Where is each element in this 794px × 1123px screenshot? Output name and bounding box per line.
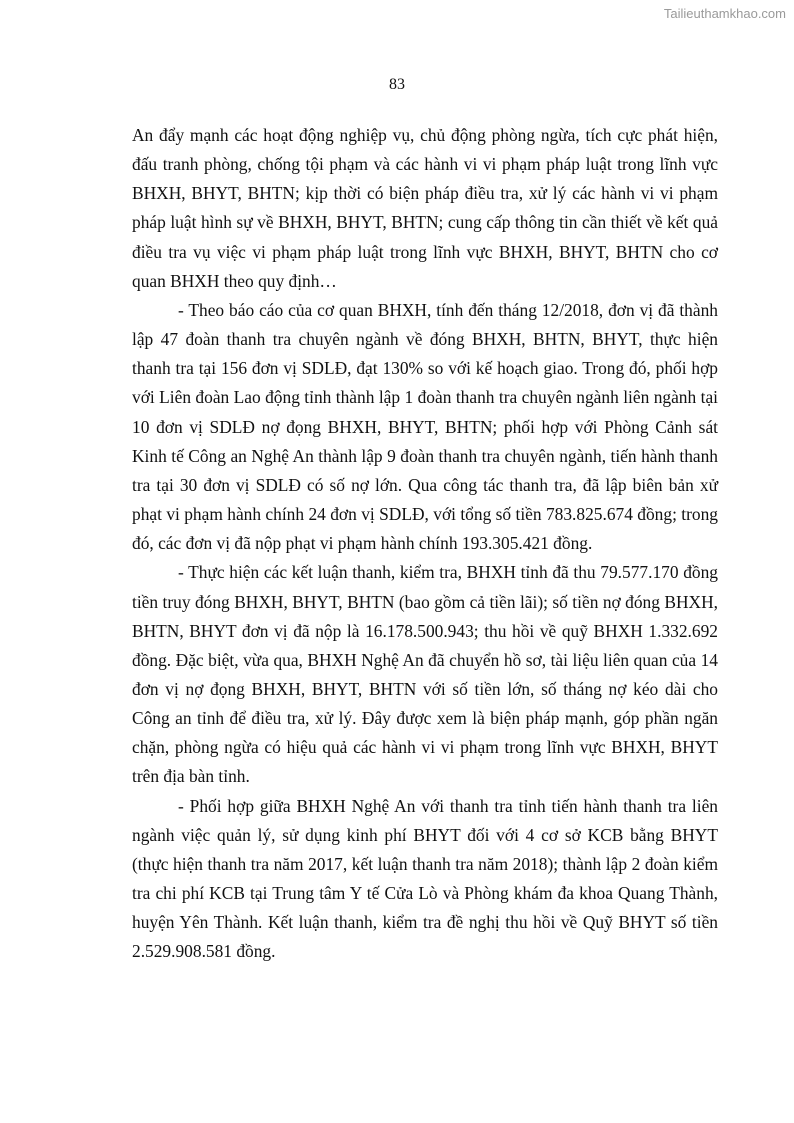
paragraph-continuation: An đẩy mạnh các hoạt động nghiệp vụ, chủ động phòng ngừa, tích cực phát hiện, đấu tranh phòng, chống tội phạm và các hành vi vi phạm pháp luật trong lĩnh vực BHXH, BHYT, BHTN; kịp thời có biện pháp điều tra, xử lý các hành vi vi phạm pháp luật hình sự về BHXH, BHYT, BHTN; cung cấp thông tin cần thiết về kết quả điều tra vụ việc vi phạm pháp luật trong lĩnh vực BHXH, BHYT, BHTN cho cơ quan BHXH theo quy định… (132, 125, 718, 291)
page-number: 83 (389, 76, 405, 93)
watermark-text: Tailieuthamkhao.com (663, 6, 786, 21)
paragraph-inspection-report: - Theo báo cáo của cơ quan BHXH, tính đến tháng 12/2018, đơn vị đã thành lập 47 đoàn thanh tra chuyên ngành về đóng BHXH, BHTN, BHYT, thực hiện thanh tra tại 156 đơn vị SDLĐ, đạt 130% so với kế hoạch giao. Trong đó, phối hợp với Liên đoàn Lao động tỉnh thành lập 1 đoàn thanh tra chuyên ngành liên ngành tại 10 đơn vị SDLĐ nợ đọng BHXH, BHYT, BHTN; phối hợp với Phòng Cảnh sát Kinh tế Công an Nghệ An thành lập 9 đoàn thanh tra chuyên ngành, tiến hành thanh tra tại 30 đơn vị SDLĐ có số nợ lớn. Qua công tác thanh tra, đã lập biên bản xử phạt vi phạm hành chính 24 đơn vị SDLĐ, với tổng số tiền 783.825.674 đồng; trong đó, các đơn vị đã nộp phạt vi phạm hành chính 193.305.421 đồng. (132, 299, 718, 554)
document-body (132, 121, 718, 967)
paragraph-inspection-results: - Thực hiện các kết luận thanh, kiểm tra, BHXH tỉnh đã thu 79.577.170 đồng tiền truy đóng BHXH, BHYT, BHTN (bao gồm cả tiền lãi); số tiền nợ đóng BHXH, BHTN, BHYT đơn vị đã nộp là 16.178.500.943; thu hồi về quỹ BHXH 1.332.692 đồng. Đặc biệt, vừa qua, BHXH Nghệ An đã chuyển hồ sơ, tài liệu liên quan của 14 đơn vị nợ đọng BHXH, BHYT, BHTN với số tiền lớn, số tháng nợ kéo dài cho Công an tỉnh để điều tra, xử lý. Đây được xem là biện pháp mạnh, góp phần ngăn chặn, phòng ngừa có hiệu quả các hành vi vi phạm trong lĩnh vực BHXH, BHYT trên địa bàn tỉnh. (132, 562, 718, 787)
paragraph-interagency-inspection: - Phối hợp giữa BHXH Nghệ An với thanh tra tỉnh tiến hành thanh tra liên ngành việc quản lý, sử dụng kinh phí BHYT đối với 4 cơ sở KCB bằng BHYT (thực hiện thanh tra năm 2017, kết luận thanh tra năm 2018); thành lập 2 đoàn kiểm tra chi phí KCB tại Trung tâm Y tế Cửa Lò và Phòng khám đa khoa Quang Thành, huyện Yên Thành. Kết luận thanh, kiểm tra đề nghị thu hồi về Quỹ BHYT số tiền 2.529.908.581 đồng. (132, 795, 718, 962)
